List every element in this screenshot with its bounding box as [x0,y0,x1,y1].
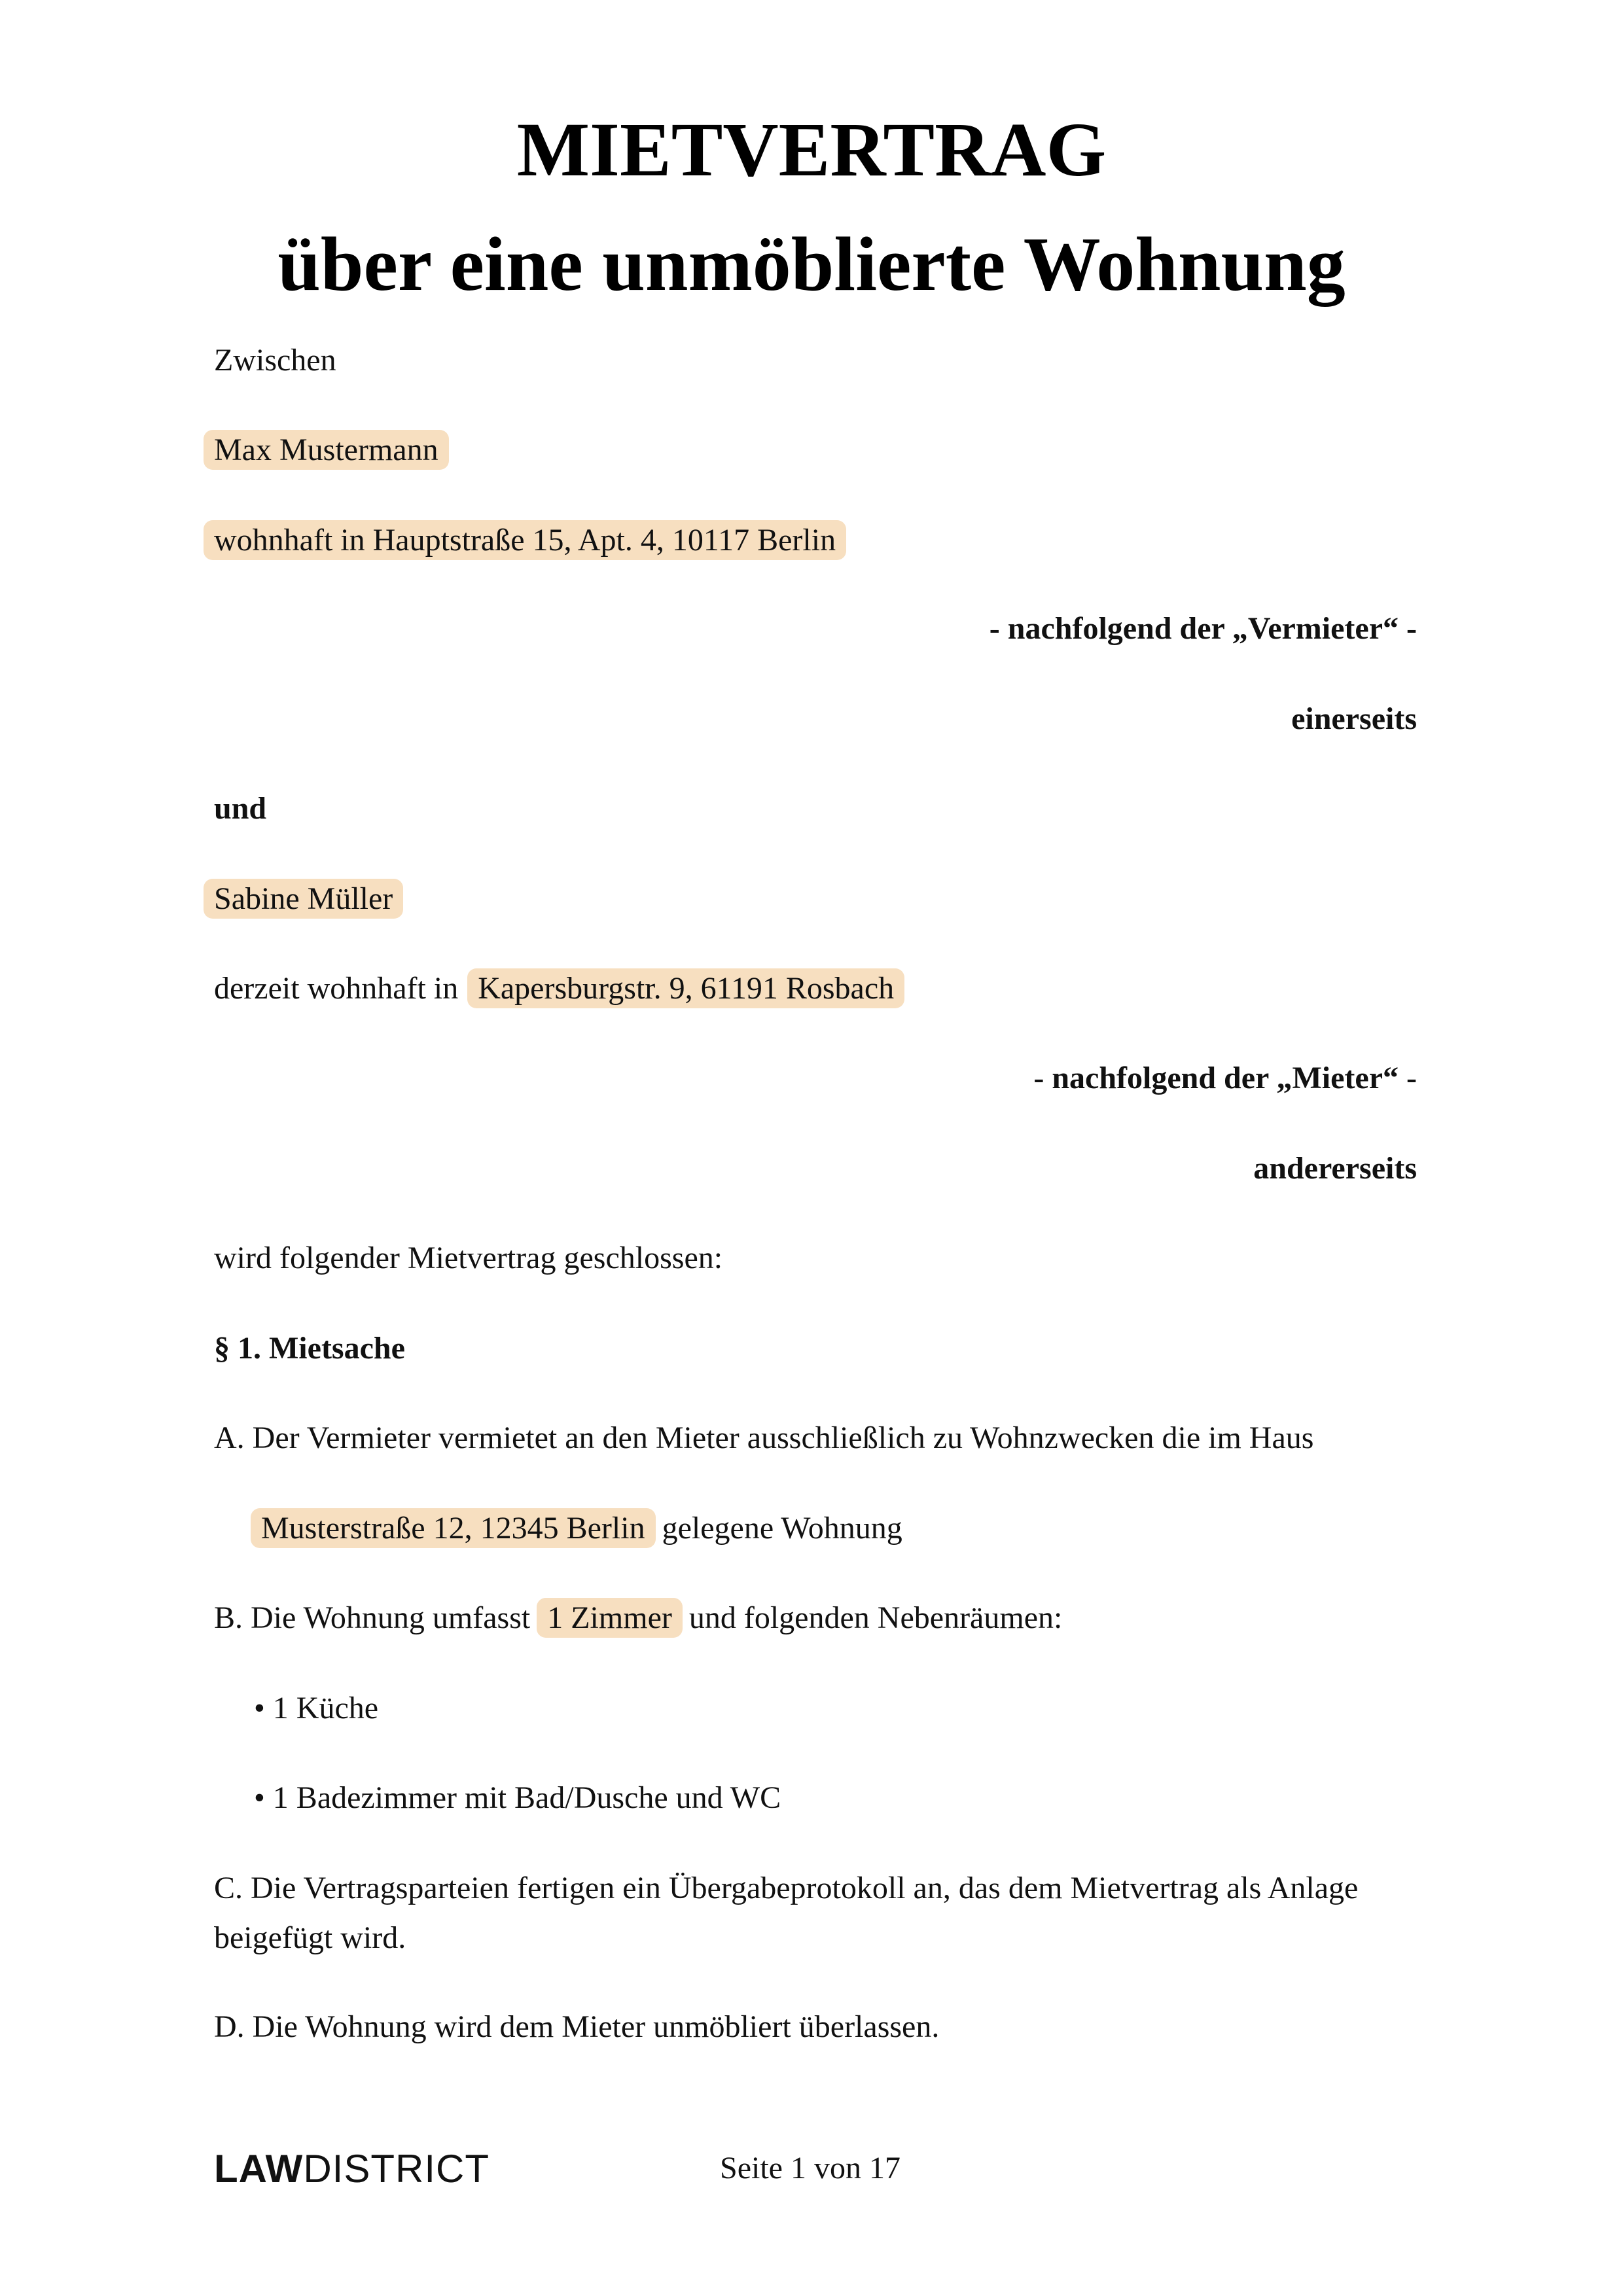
lawdistrict-logo [214,2149,490,2189]
section-1-a-address-line [252,1508,902,1549]
tenant-address-field[interactable]: Kapersburgstr. 9, 61191 Rosbach [467,968,904,1008]
section-1-a-text: A. Der Vermieter vermietet an den Mieter ausschließlich zu Wohnzwecken die im Haus [214,1421,1314,1455]
section-1-heading: § 1. Mietsache [214,1331,405,1366]
tenant-address-line [214,968,903,1009]
section-1-c-text: C. Die Vertragsparteien fertigen ein Übergabeprotokoll an, das dem Mietvertrag als Anlage beigefügt wird. [214,1871,1359,1955]
landlord-role: - nachfolgend der „Vermieter“ - [989,611,1417,646]
landlord-name-field[interactable]: Max Mustermann [204,430,449,470]
property-address-field[interactable]: Musterstraße 12, 12345 Berlin [251,1508,656,1548]
landlord-name-line [214,430,448,470]
tenant-name-line [214,879,402,919]
tenant-role: - nachfolgend der „Mieter“ - [1033,1061,1417,1095]
page-number: Seite 1 von 17 [720,2151,901,2185]
room-count-field[interactable]: 1 Zimmer [537,1598,683,1638]
landlord-side: einerseits [1291,701,1417,736]
landlord-address-field[interactable]: wohnhaft in Hauptstraße 15, Apt. 4, 10117 Berlin [204,520,846,560]
tenant-name-field[interactable]: Sabine Müller [204,879,403,919]
tenant-address-prefix: derzeit wohnhaft in [214,971,459,1006]
list-item: • 1 Küche [254,1691,379,1725]
document-subtitle: über eine unmöblierte Wohnung [277,221,1346,307]
section-1-b-suffix: und folgenden Nebenräumen: [688,1600,1063,1635]
list-item: • 1 Badezimmer mit Bad/Dusche und WC [254,1780,781,1815]
parties-conjunction: und [214,791,267,826]
document-title: MIETVERTRAG [516,107,1107,192]
section-1-b-prefix: B. Die Wohnung umfasst [214,1600,531,1635]
section-1-a-suffix: gelegene Wohnung [662,1511,902,1545]
tenant-side: andererseits [1253,1151,1417,1186]
section-1-d-text: D. Die Wohnung wird dem Mieter unmöbliert überlassen. [214,2009,940,2044]
contract-closing: wird folgender Mietvertrag geschlossen: [214,1241,723,1275]
logo-district-text: DISTRICT [303,2147,490,2191]
parties-intro: Zwischen [214,343,336,378]
landlord-address-line [214,520,845,561]
section-1-b-line [214,1598,1062,1638]
logo-law-text: LAW [214,2147,304,2191]
